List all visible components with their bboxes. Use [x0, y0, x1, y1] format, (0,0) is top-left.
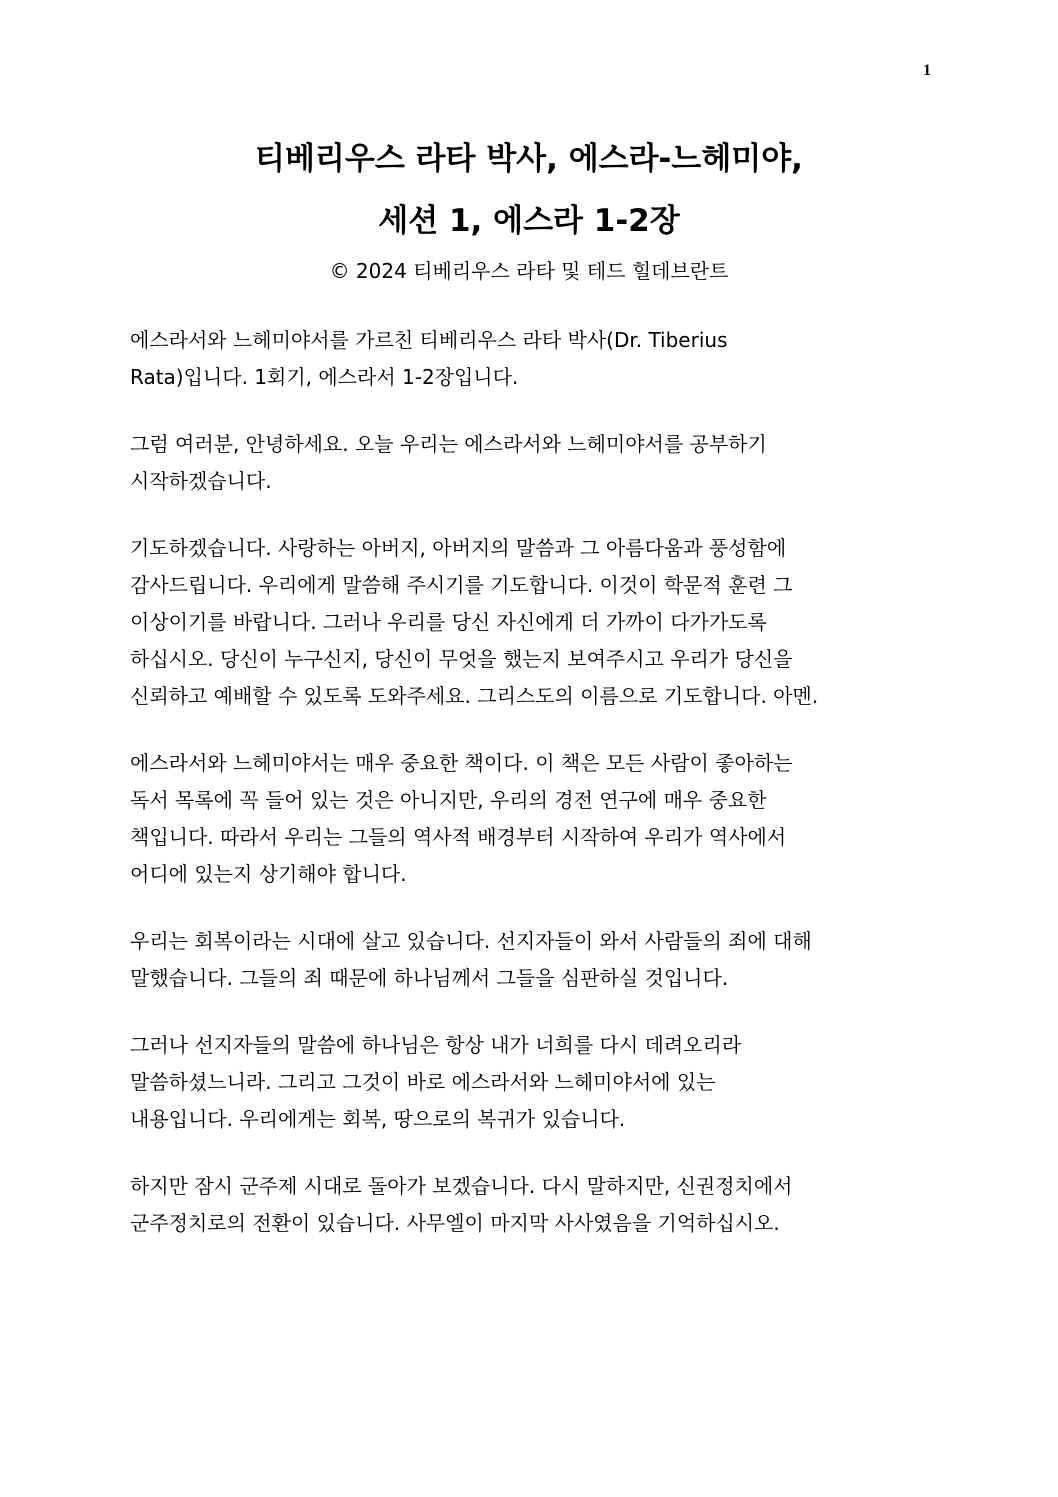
paragraph-line: 그럼 여러분, 안녕하세요. 오늘 우리는 에스라서와 느헤미야서를 공부하기 [130, 432, 767, 456]
paragraph-line: 책입니다. 따라서 우리는 그들의 역사적 배경부터 시작하여 우리가 역사에서 [130, 825, 787, 849]
paragraph [130, 923, 940, 997]
paragraph-line: Rata)입니다. 1회기, 에스라서 1-2장입니다. [130, 365, 519, 389]
paragraph-line: 그러나 선지자들의 말씀에 하나님은 항상 내가 너희를 다시 데려오리라 [130, 1033, 742, 1057]
copyright-notice: © 2024 티베리우스 라타 및 테드 힐데브란트 [329, 259, 729, 283]
paragraph [130, 530, 940, 715]
page-number: 1 [923, 62, 931, 79]
paragraph-line: 독서 목록에 꼭 들어 있는 것은 아니지만, 우리의 경전 연구에 매우 중요한 [130, 788, 767, 812]
paragraph-line: 에스라서와 느헤미야서를 가르친 티베리우스 라타 박사(Dr. Tiberius [130, 328, 728, 352]
paragraph-line: 말했습니다. 그들의 죄 때문에 하나님께서 그들을 심판하실 것입니다. [130, 966, 729, 990]
paragraph-line: 어디에 있는지 상기해야 합니다. [130, 862, 407, 886]
paragraph-line: 우리는 회복이라는 시대에 살고 있습니다. 선지자들이 와서 사람들의 죄에 대해 [130, 929, 812, 953]
paragraph-line: 내용입니다. 우리에게는 회복, 땅으로의 복귀가 있습니다. [130, 1107, 626, 1131]
paragraph [130, 426, 940, 500]
paragraph-line: 기도하겠습니다. 사랑하는 아버지, 아버지의 말씀과 그 아름다움과 풍성함에 [130, 536, 787, 560]
paragraph [130, 1027, 940, 1138]
paragraph [130, 1168, 940, 1242]
paragraph [130, 322, 940, 396]
document-title-line-2: 세션 1, 에스라 1-2장 [378, 203, 680, 239]
paragraph-line: 감사드립니다. 우리에게 말씀해 주시기를 기도합니다. 이것이 학문적 훈련 그 [130, 573, 793, 597]
paragraph-line: 군주정치로의 전환이 있습니다. 사무엘이 마지막 사사였음을 기억하십시오. [130, 1211, 780, 1235]
paragraph-line: 말씀하셨느니라. 그리고 그것이 바로 에스라서와 느헤미야서에 있는 [130, 1070, 716, 1094]
paragraph-line: 신뢰하고 예배할 수 있도록 도와주세요. 그리스도의 이름으로 기도합니다. 아멘. [130, 684, 819, 708]
document-body [130, 322, 940, 1272]
paragraph [130, 745, 940, 893]
paragraph-line: 하지만 잠시 군주제 시대로 돌아가 보겠습니다. 다시 말하지만, 신권정치에서 [130, 1174, 793, 1198]
document-title-line-1: 티베리우스 라타 박사, 에스라-느헤미야, [255, 141, 803, 177]
paragraph-line: 시작하겠습니다. [130, 469, 272, 493]
paragraph-line: 에스라서와 느헤미야서는 매우 중요한 책이다. 이 책은 모든 사람이 좋아하는 [130, 751, 793, 775]
paragraph-line: 이상이기를 바랍니다. 그러나 우리를 당신 자신에게 더 가까이 다가가도록 [130, 610, 767, 634]
paragraph-line: 하십시오. 당신이 누구신지, 당신이 무엇을 했는지 보여주시고 우리가 당신을 [130, 647, 793, 671]
